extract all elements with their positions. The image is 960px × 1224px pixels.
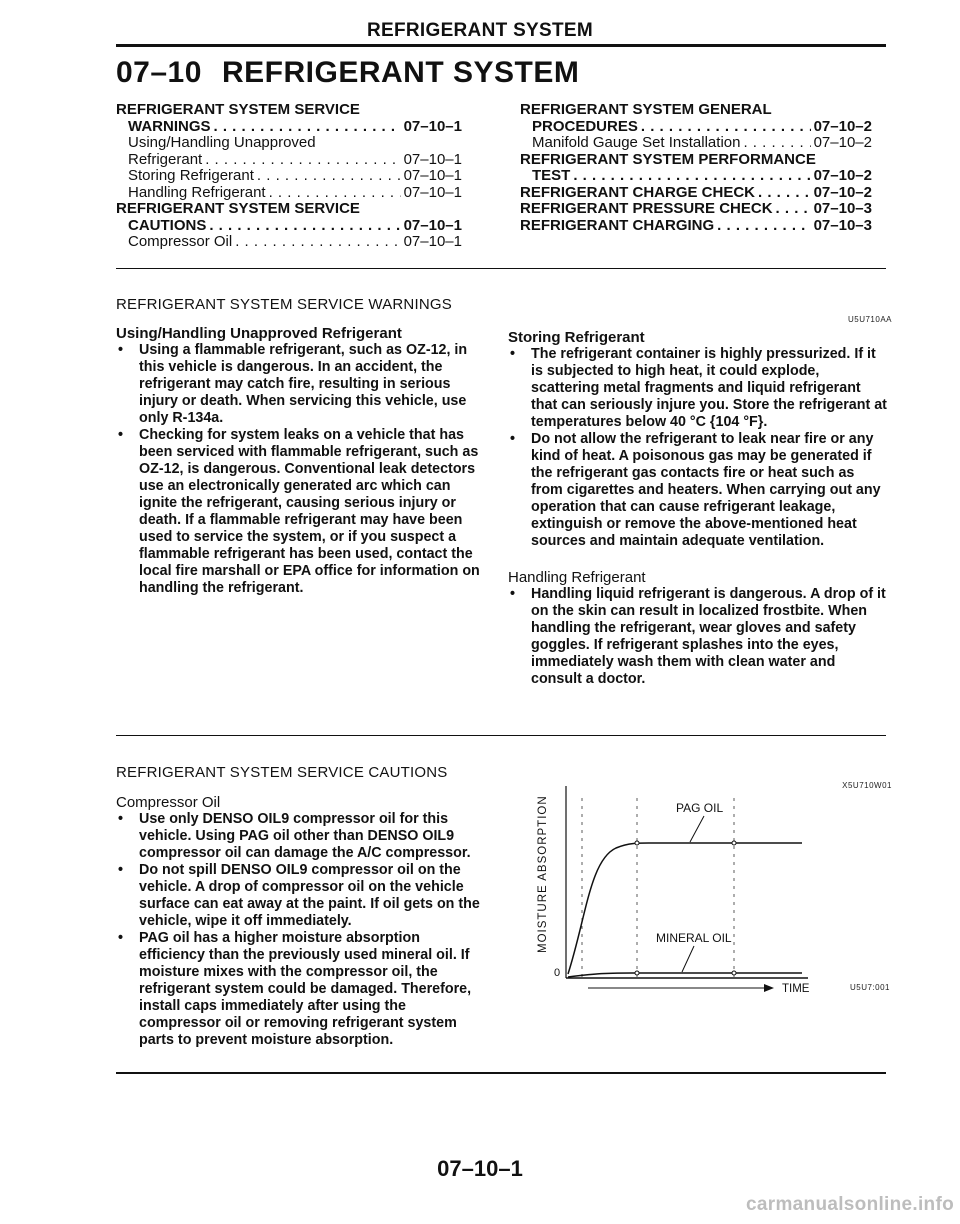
running-header: REFRIGERANT SYSTEM (366, 20, 594, 41)
compressor-oil-title: Compressor Oil (116, 794, 221, 811)
mineral-oil-curve (568, 973, 802, 977)
bullet-item (116, 427, 488, 597)
toc-page-ref: 07–10–2 (813, 134, 872, 151)
toc-row (116, 201, 462, 218)
bullet-dot: • (510, 586, 516, 602)
section-title (116, 56, 579, 90)
toc-row (116, 135, 462, 152)
toc-right (520, 102, 872, 234)
toc-entry-text: CAUTIONS (128, 216, 207, 234)
toc-row (520, 102, 872, 119)
unapproved-title: Using/Handling Unapproved Refrigerant (116, 325, 402, 342)
toc-row (116, 152, 462, 169)
cautions-list (116, 811, 488, 1049)
toc-entry-text: Using/Handling Unapproved (128, 134, 316, 151)
toc-row (116, 102, 462, 119)
pag-oil-label: PAG OIL (676, 801, 724, 815)
warnings-heading: REFRIGERANT SYSTEM SERVICE WARNINGS (116, 296, 452, 313)
toc-entry-text: Storing Refrigerant (128, 167, 254, 184)
site-watermark: carmanualsonline.info (746, 1194, 954, 1215)
toc-row (520, 119, 872, 136)
pag-oil-point-1 (635, 841, 639, 845)
toc-page-ref: 07–10–1 (403, 216, 462, 234)
bullet-dot: • (118, 342, 124, 358)
toc-left (116, 102, 462, 251)
toc-row (116, 234, 462, 251)
pag-oil-point-2 (732, 841, 736, 845)
handling-list (508, 586, 888, 688)
section-title-text: REFRIGERANT SYSTEM (222, 56, 580, 89)
bullet-text: The refrigerant container is highly pressurized. If it is subjected to high heat, it could explode, scattering metal fragments and liquid refrigerant that can seriously injure you. Store the refrigerant at temperatures below 40 °C {104 °F}. (531, 346, 887, 430)
bullet-dot: • (510, 346, 516, 362)
bullet-dot: • (118, 427, 124, 443)
toc-leader-dots (758, 185, 811, 202)
bullet-dot: • (118, 811, 124, 827)
bullet-item (508, 586, 888, 688)
toc-entry-text: REFRIGERANT SYSTEM PERFORMANCE (520, 150, 816, 168)
bullet-dot: • (510, 431, 516, 447)
warnings-rule (116, 735, 886, 736)
toc-leader-dots (573, 168, 810, 185)
toc-row (520, 185, 872, 202)
toc-leader-dots (205, 152, 400, 169)
toc-entry-text: PROCEDURES (532, 117, 638, 135)
toc-page-ref: 07–10–2 (813, 117, 872, 135)
toc-row (116, 119, 462, 136)
toc-leader-dots (717, 218, 810, 235)
toc-entry-text: Refrigerant (128, 150, 203, 168)
toc-leader-dots (743, 135, 810, 152)
y-axis-label: MOISTURE ABSORPTION (537, 795, 549, 953)
toc-leader-dots (257, 168, 401, 185)
toc-entry-text: REFRIGERANT CHARGING (520, 216, 715, 234)
pag-oil-leader (690, 816, 704, 842)
toc-row (116, 168, 462, 185)
toc-rule (116, 268, 886, 269)
mineral-oil-label: MINERAL OIL (656, 931, 732, 945)
bullet-text: Checking for system leaks on a vehicle that has been serviced with flammable refrigerant, such as OZ-12, is dangerous. Conventional leak detectors use an electronically generated arc which can ignite the refrigerant, causing serious injury or death. If a flammable refrigerant may have been used to service the system, or if you suspect a flammable refrigerant has been used, contact the local fire marshall or EPA office for information on handling the refrigerant. (139, 427, 480, 596)
toc-leader-dots (235, 234, 400, 251)
toc-entry-text: REFRIGERANT SYSTEM SERVICE (116, 200, 360, 217)
toc-row (520, 135, 872, 152)
toc-row (520, 152, 872, 169)
cautions-rule (116, 1072, 886, 1074)
bullet-text: Do not allow the refrigerant to leak near fire or any kind of heat. A poisonous gas may be generated if the refrigerant gas contacts fire or heat such as from cigarettes and heaters. When carrying out any operation that can cause refrigerant leakage, extinguish or remove the above-mentioned heat sources and maintain adequate ventilation. (531, 431, 881, 549)
cautions-heading: REFRIGERANT SYSTEM SERVICE CAUTIONS (116, 764, 448, 781)
bullet-dot: • (118, 930, 124, 946)
bullet-text: Do not spill DENSO OIL9 compressor oil on the vehicle. A drop of compressor oil on the vehicle surface can eat away at the paint. If oil gets on the vehicle, wipe it off immediately. (139, 862, 480, 929)
toc-page-ref: 07–10–1 (403, 167, 462, 184)
bullet-text: Handling liquid refrigerant is dangerous. A drop of it on the skin can result in localized frostbite. When handling the refrigerant, wear gloves and safety goggles. If refrigerant splashes into the eyes, immediately wash them with clean water and consult a doctor. (531, 586, 886, 687)
toc-entry-text: Compressor Oil (128, 233, 233, 250)
bullet-dot: • (118, 862, 124, 878)
cautions-code: X5U710W01 (842, 781, 892, 790)
storing-block (508, 329, 888, 688)
bullet-item (116, 811, 488, 862)
toc-entry-text: Handling Refrigerant (128, 183, 266, 201)
toc-leader-dots (641, 119, 811, 136)
warnings-code: U5U710AA (847, 315, 892, 324)
toc-row (116, 218, 462, 235)
toc-entry-text: REFRIGERANT CHARGE CHECK (520, 183, 756, 201)
toc-page-ref: 07–10–1 (403, 183, 462, 201)
toc-leader-dots (776, 201, 811, 218)
cautions-block (116, 794, 488, 1049)
toc-row (520, 218, 872, 235)
toc-entry-text: REFRIGERANT SYSTEM GENERAL (520, 101, 772, 118)
toc-row (520, 168, 872, 185)
bullet-item (116, 930, 488, 1049)
toc-entry-text: REFRIGERANT PRESSURE CHECK (520, 200, 773, 217)
bullet-item (508, 346, 888, 431)
bullet-item (508, 431, 888, 550)
unapproved-block (116, 325, 488, 597)
toc-page-ref: 07–10–1 (403, 117, 462, 135)
origin-label: 0 (554, 967, 561, 979)
bullet-text: Use only DENSO OIL9 compressor oil for this vehicle. Using PAG oil other than DENSO OIL9 compressor oil can damage the A/C compressor. (139, 811, 471, 861)
time-arrow-head (764, 984, 774, 992)
toc-page-ref: 07–10–1 (403, 233, 462, 250)
page-number: 07–10–1 (437, 1156, 523, 1181)
toc-entry-text: REFRIGERANT SYSTEM SERVICE (116, 101, 360, 118)
toc-page-ref: 07–10–1 (403, 150, 462, 168)
section-number: 07–10 (116, 56, 202, 89)
storing-list (508, 346, 888, 550)
bullet-item (116, 862, 488, 930)
moisture-chart (532, 778, 832, 998)
toc-leader-dots (209, 218, 400, 235)
toc-page-ref: 07–10–2 (813, 167, 872, 184)
bullet-text: PAG oil has a higher moisture absorption efficiency than the previously used mineral oil. If moisture mixes with the compressor oil, the refrigerant system could be damaged. Therefore, install caps immediately after using the compressor oil or removing refrigerant system parts to prevent moisture absorption. (139, 930, 472, 1048)
handling-title: Handling Refrigerant (508, 569, 646, 586)
toc-page-ref: 07–10–2 (813, 183, 872, 201)
toc-leader-dots (214, 119, 401, 136)
pag-oil-curve (568, 843, 802, 974)
toc-page-ref: 07–10–3 (813, 216, 872, 234)
mineral-oil-leader (682, 946, 694, 972)
toc-row (116, 185, 462, 202)
toc-leader-dots (269, 185, 401, 202)
moisture-chart-svg (532, 778, 832, 998)
bullet-text: Using a flammable refrigerant, such as OZ-12, in this vehicle is dangerous. In an accident, the refrigerant may catch fire, resulting in serious injury or death. When servicing this vehicle, use only R-134a. (139, 342, 468, 426)
mineral-oil-point-2 (732, 971, 736, 975)
toc-entry-text: TEST (532, 167, 571, 184)
mineral-oil-point-1 (635, 971, 639, 975)
toc-row (520, 201, 872, 218)
unapproved-list (116, 342, 488, 597)
toc-entry-text: WARNINGS (128, 117, 211, 135)
x-axis-label: TIME (782, 983, 810, 995)
toc-entry-text: Manifold Gauge Set Installation (532, 134, 741, 151)
bullet-item (116, 342, 488, 427)
toc-page-ref: 07–10–3 (813, 200, 872, 217)
storing-title: Storing Refrigerant (508, 329, 645, 346)
header-rule (116, 44, 886, 47)
chart-figure-code: U5U7:001 (849, 983, 890, 992)
